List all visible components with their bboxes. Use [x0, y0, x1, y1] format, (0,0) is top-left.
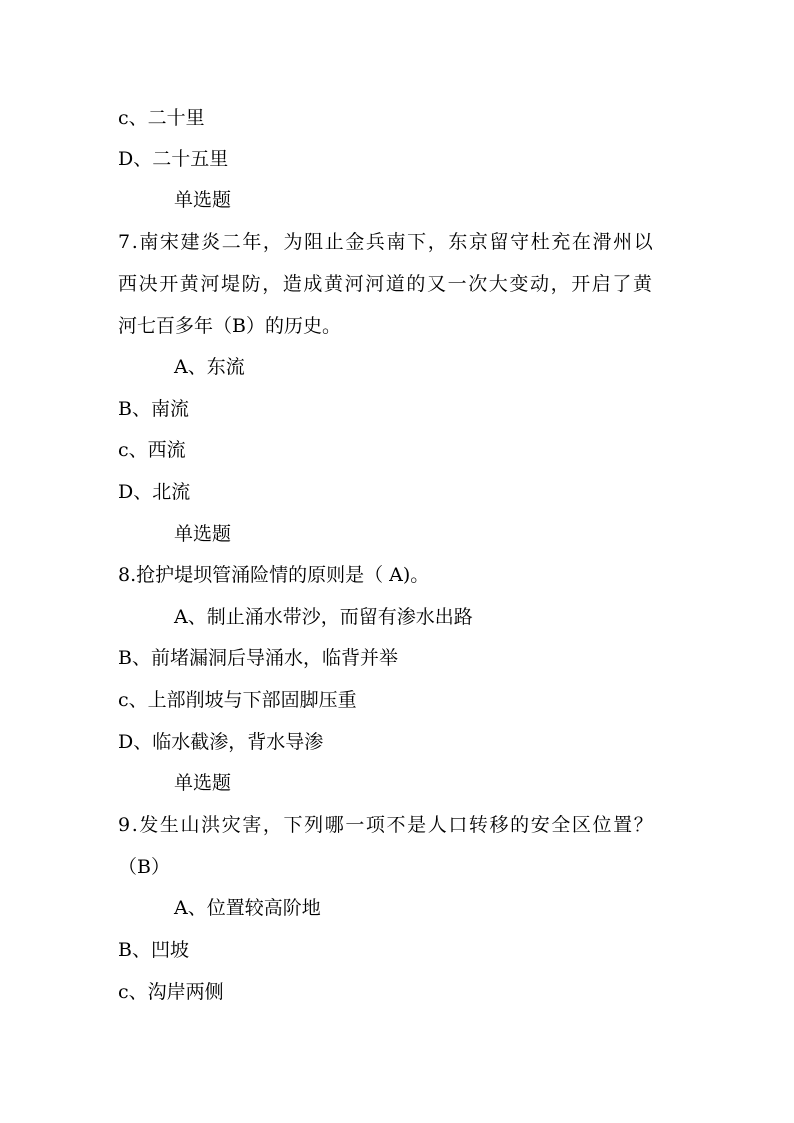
section-label: 单选题: [174, 772, 232, 794]
question-8-line-1: 8.抢护堤坝管涌险情的原则是（ A)。: [118, 564, 430, 586]
option-d: D、北流: [118, 481, 191, 503]
question-7-line-2: 西决开黄河堤防，造成黄河河道的又一次大变动，开启了黄: [118, 273, 654, 295]
option-b: B、南流: [118, 398, 189, 420]
option-c: c、上部削坡与下部固脚压重: [118, 689, 357, 711]
question-7-line-3: 河七百多年（B）的历史。: [118, 315, 341, 337]
option-a: A、位置较高阶地: [174, 897, 321, 919]
option-d: D、临水截渗，背水导渗: [118, 731, 324, 753]
option-b: B、凹坡: [118, 939, 189, 961]
section-label: 单选题: [174, 189, 232, 211]
option-a: A、东流: [174, 356, 245, 378]
option-b: B、前堵漏洞后导涌水，临背并举: [118, 647, 398, 669]
option-a: A、制止涌水带沙，而留有渗水出路: [174, 606, 473, 628]
question-9-line-1: 9.发生山洪灾害，下列哪一项不是人口转移的安全区位置？: [118, 814, 655, 836]
section-label: 单选题: [174, 523, 232, 545]
option-c: c、二十里: [118, 107, 205, 129]
option-d: D、二十五里: [118, 148, 229, 170]
option-c: c、沟岸两侧: [118, 981, 224, 1003]
question-9-line-2: （B）: [118, 856, 170, 878]
question-7-line-1: 7.南宋建炎二年，为阻止金兵南下，东京留守杜充在滑州以: [118, 231, 655, 253]
option-c: c、西流: [118, 439, 186, 461]
